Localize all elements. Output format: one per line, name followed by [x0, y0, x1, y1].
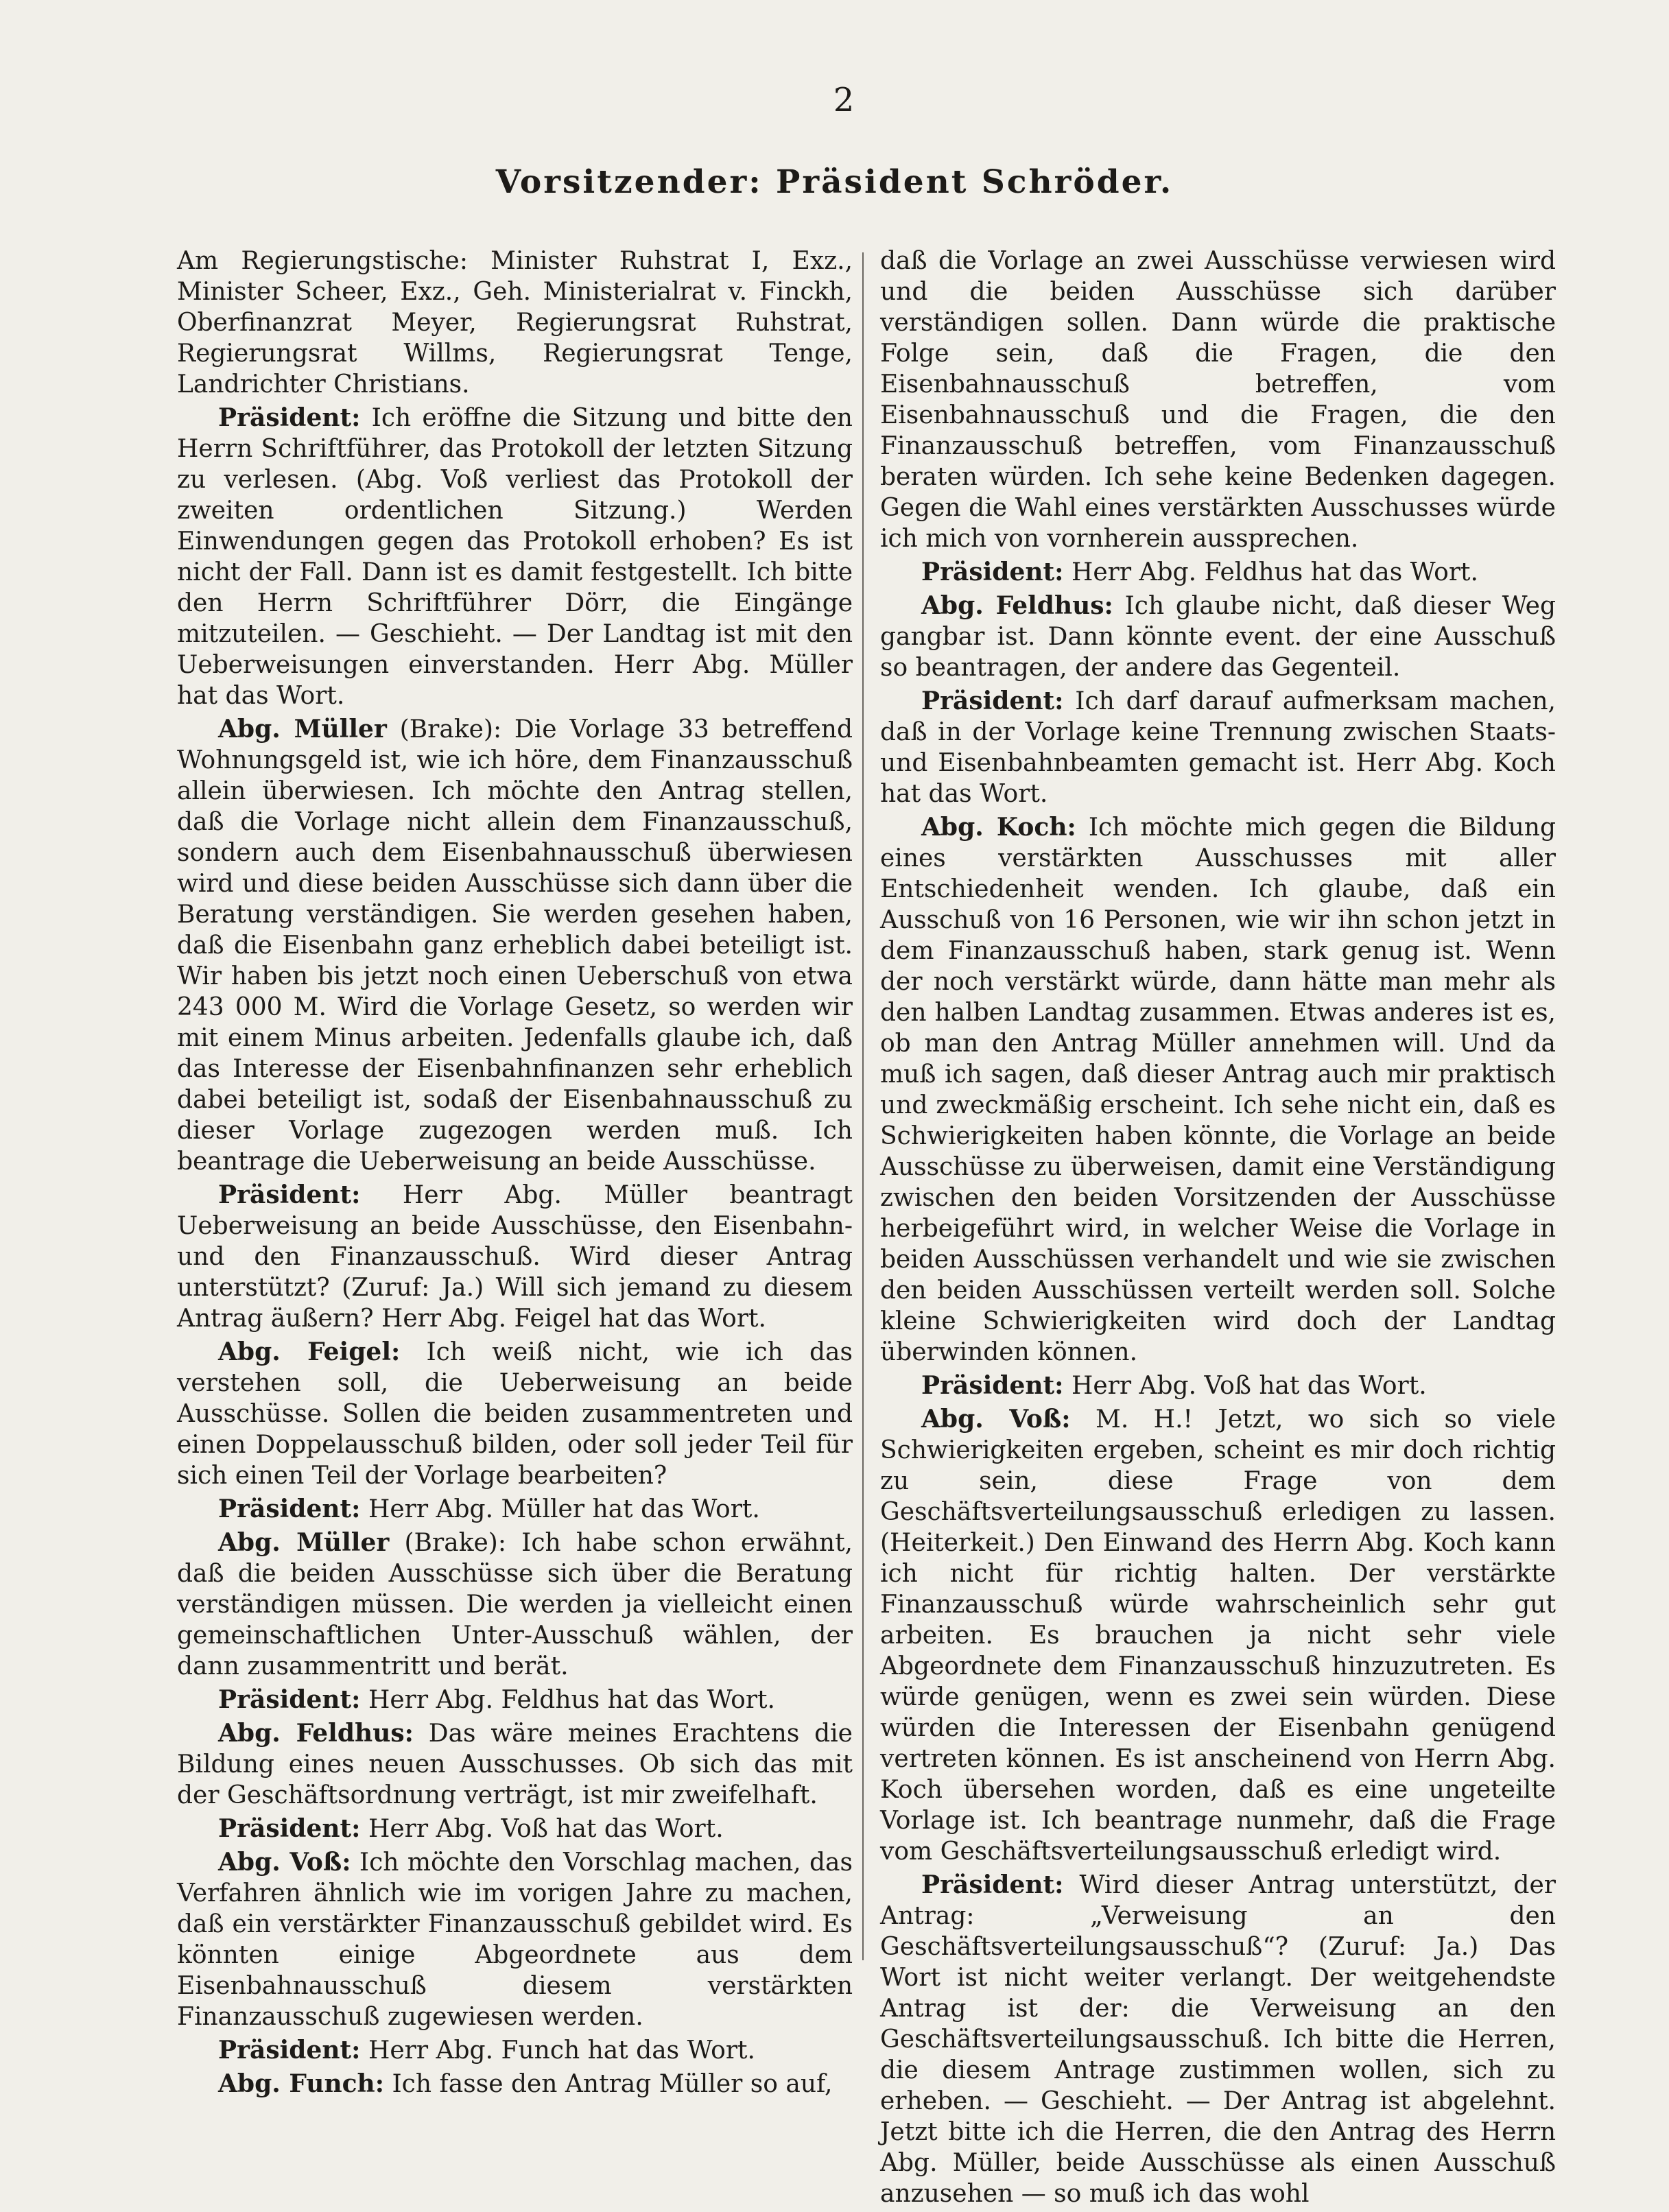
- speaker-label: Präsident:: [218, 403, 361, 432]
- paragraph: [880, 686, 1556, 809]
- paragraph: [177, 1180, 853, 1334]
- paragraph-text: Ich möchte den Vorschlag machen, das Verfahren ähnlich wie im vorigen Jahre zu machen, daß ein verstärkter Finanzausschuß gebildet wird. Es könnten einige Abgeordnete aus dem Eisenbahnausschuß diesem verstärkten Finanzausschuß zugewiesen werden.: [177, 1848, 853, 2031]
- paragraph: [177, 1337, 853, 1491]
- paragraph-text: Herr Abg. Feldhus hat das Wort.: [368, 1686, 775, 1714]
- speaker-label: Präsident:: [921, 558, 1064, 586]
- paragraph: [177, 403, 853, 711]
- paragraph-text: Ich darf darauf aufmerksam machen, daß in der Vorlage keine Trennung zwischen Staats- und Eisenbahnbeamten gemacht ist. Herr Abg. Koch hat das Wort.: [880, 687, 1556, 808]
- paragraph: [880, 812, 1556, 1368]
- paragraph: [177, 246, 853, 400]
- paragraph-text: Herr Abg. Müller beantragt Ueberweisung an beide Ausschüsse, den Eisenbahn- und den Finanzausschuß. Wird dieser Antrag unterstützt? (Zuruf: Ja.) Will sich jemand zu diesem Antrag äußern? Herr Abg. Feigel hat das Wort.: [177, 1181, 853, 1333]
- paragraph-text: Herr Abg. Voß hat das Wort.: [1071, 1372, 1427, 1400]
- paragraph-text: Ich weiß nicht, wie ich das verstehen soll, die Ueberweisung an beide Ausschüsse. Sollen die beiden zusammentreten und einen Doppelausschuß bilden, oder soll jeder Teil für sich einen Teil der Vorlage bearbeiten?: [177, 1338, 853, 1490]
- right-column: [880, 246, 1556, 2212]
- paragraph: [880, 1870, 1556, 2209]
- paragraph: [177, 1718, 853, 1811]
- column-divider: [862, 252, 864, 1960]
- paragraph-text: Herr Abg. Müller hat das Wort.: [368, 1495, 760, 1523]
- speaker-label: Abg. Funch:: [218, 2069, 384, 2098]
- paragraph-text: Herr Abg. Voß hat das Wort.: [368, 1815, 724, 1843]
- chairman-heading: Vorsitzender: Präsident Schröder.: [495, 163, 1174, 201]
- paragraph-text: Ich glaube nicht, daß dieser Weg gangbar ist. Dann könnte event. der eine Ausschuß so beantragen, der andere das Gegenteil.: [880, 592, 1556, 682]
- speaker-label: Präsident:: [218, 1495, 361, 1523]
- speaker-label: Abg. Feldhus:: [921, 591, 1113, 620]
- speaker-label: Abg. Müller: [218, 1528, 390, 1557]
- paragraph: [880, 557, 1556, 588]
- paragraph: [177, 1527, 853, 1682]
- paragraph: [177, 714, 853, 1177]
- speaker-label: Präsident:: [921, 687, 1064, 715]
- speaker-label: Präsident:: [218, 1180, 361, 1209]
- paragraph: [880, 1370, 1556, 1401]
- left-column: [177, 246, 853, 2102]
- paragraph: [880, 246, 1556, 554]
- paragraph: [177, 1494, 853, 1525]
- paragraph-text: Herr Abg. Feldhus hat das Wort.: [1071, 558, 1478, 586]
- paragraph-text: Ich fasse den Antrag Müller so auf,: [392, 2070, 833, 2098]
- speaker-label: Abg. Koch:: [921, 813, 1076, 842]
- paragraph: [177, 1847, 853, 2032]
- paragraph: [177, 2035, 853, 2066]
- paragraph: [880, 591, 1556, 683]
- paragraph: [177, 1685, 853, 1715]
- paragraph-text: Das wäre meines Erachtens die Bildung eines neuen Ausschusses. Ob sich das mit der Geschäftsordnung verträgt, ist mir zweifelhaft.: [177, 1720, 853, 1809]
- speaker-label: Abg. Feldhus:: [218, 1719, 414, 1748]
- paragraph-text: (Brake): Die Vorlage 33 betreffend Wohnungsgeld ist, wie ich höre, dem Finanzausschuß allein überwiesen. Ich möchte den Antrag stellen, daß die Vorlage nicht allein dem Finanzausschuß, sondern auch dem Eisenbahnausschuß überwiesen wird und diese beiden Ausschüsse sich dann über die Beratung verständigen. Sie werden gesehen haben, daß die Eisenbahn ganz erheblich dabei beteiligt ist. Wir haben bis jetzt noch einen Ueberschuß von etwa 243 000 M. Wird die Vorlage Gesetz, so werden wir mit einem Minus arbeiten. Jedenfalls glaube ich, daß das Interesse der Eisenbahnfinanzen sehr erheblich dabei beteiligt ist, sodaß der Eisenbahnausschuß zu dieser Vorlage zugezogen werden muß. Ich beantrage die Ueberweisung an beide Ausschüsse.: [177, 715, 853, 1176]
- paragraph: [880, 1404, 1556, 1867]
- speaker-label: Präsident:: [218, 2036, 361, 2065]
- paragraph-text: Am Regierungstische: Minister Ruhstrat I, Exz., Minister Scheer, Exz., Geh. Ministerialrat v. Finckh, Oberfinanzrat Meyer, Regierungsrat Ruhstrat, Regierungsrat Willms, Regierungsrat Tenge, Landrichter Christians.: [177, 247, 853, 399]
- speaker-label: Präsident:: [218, 1814, 361, 1843]
- speaker-label: Präsident:: [921, 1371, 1064, 1400]
- speaker-label: Präsident:: [218, 1685, 361, 1714]
- paragraph-text: daß die Vorlage an zwei Ausschüsse verwiesen wird und die beiden Ausschüsse sich darüber verständigen sollen. Dann würde die praktische Folge sein, daß die Fragen, die den Eisenbahnausschuß betreffen, vom Eisenbahnausschuß und die Fragen, die den Finanzausschuß betreffen, vom Finanzausschuß beraten würden. Ich sehe keine Bedenken dagegen. Gegen die Wahl eines verstärkten Ausschusses würde ich mich von vornherein aussprechen.: [880, 247, 1556, 553]
- paragraph: [177, 2069, 853, 2100]
- paragraph-text: Ich eröffne die Sitzung und bitte den Herrn Schriftführer, das Protokoll der letzten Sitzung zu verlesen. (Abg. Voß verliest das Protokoll der zweiten ordentlichen Sitzung.) Werden Einwendungen gegen das Protokoll erhoben? Es ist nicht der Fall. Dann ist es damit festgestellt. Ich bitte den Herrn Schriftführer Dörr, die Eingänge mitzuteilen. — Geschieht. — Der Landtag ist mit den Ueberweisungen einverstanden. Herr Abg. Müller hat das Wort.: [177, 404, 853, 710]
- speaker-label: Präsident:: [921, 1870, 1064, 1899]
- speaker-label: Abg. Feigel:: [218, 1337, 401, 1366]
- paragraph-text: M. H.! Jetzt, wo sich so viele Schwierigkeiten ergeben, scheint es mir doch richtig zu sein, diese Frage von dem Geschäftsverteilungsausschuß erledigen zu lassen. (Heiterkeit.) Den Einwand des Herrn Abg. Koch kann ich nicht für richtig halten. Der verstärkte Finanzausschuß würde wahrscheinlich sehr gut arbeiten. Es brauchen ja nicht sehr viele Abgeordnete dem Finanzausschuß hinzuzutreten. Es würde genügen, wenn es zwei sein würden. Diese würden die Interessen der Eisenbahn genügend vertreten können. Es ist anscheinend von Herrn Abg. Koch übersehen worden, daß es eine ungeteilte Vorlage ist. Ich beantrage nunmehr, daß die Frage vom Geschäftsverteilungsausschuß erledigt wird.: [880, 1405, 1556, 1866]
- speaker-label: Abg. Voß:: [921, 1405, 1071, 1434]
- paragraph-text: Herr Abg. Funch hat das Wort.: [368, 2036, 755, 2065]
- paragraph-text: (Brake): Ich habe schon erwähnt, daß die beiden Ausschüsse sich über die Beratung verständigen müssen. Die werden ja vielleicht einen gemeinschaftlichen Unter-Ausschuß wählen, der dann zusammentritt und berät.: [177, 1529, 853, 1680]
- paragraph-text: Wird dieser Antrag unterstützt, der Antrag: „Verweisung an den Geschäftsverteilungsausschuß“? (Zuruf: Ja.) Das Wort ist nicht weiter verlangt. Der weitgehendste Antrag ist der: die Verweisung an den Geschäftsverteilungsausschuß. Ich bitte die Herren, die diesem Antrage zustimmen wollen, sich zu erheben. — Geschieht. — Der Antrag ist abgelehnt. Jetzt bitte ich die Herren, die den Antrag des Herrn Abg. Müller, beide Ausschüsse als einen Ausschuß anzusehen — so muß ich das wohl: [880, 1871, 1556, 2208]
- speaker-label: Abg. Voß:: [218, 1848, 351, 1877]
- paragraph-text: Ich möchte mich gegen die Bildung eines verstärkten Ausschusses mit aller Entschiedenheit wenden. Ich glaube, daß ein Ausschuß von 16 Personen, wie wir ihn schon jetzt in dem Finanzausschuß haben, stark genug ist. Wenn der noch verstärkt würde, dann hätte man mehr als den halben Landtag zusammen. Etwas anderes ist es, ob man den Antrag Müller annehmen will. Und da muß ich sagen, daß dieser Antrag auch mir praktisch und zweckmäßig erscheint. Ich sehe nicht ein, daß es Schwierigkeiten haben könnte, die Vorlage an beide Ausschüsse zu überweisen, damit eine Verständigung zwischen den beiden Vorsitzenden der Ausschüsse herbeigeführt wird, in welcher Weise die Vorlage in beiden Ausschüssen verhandelt und wie sie zwischen den beiden Ausschüssen verteilt werden soll. Solche kleine Schwierigkeiten wird doch der Landtag überwinden können.: [880, 813, 1556, 1366]
- paragraph: [177, 1813, 853, 1844]
- speaker-label: Abg. Müller: [218, 715, 387, 744]
- page-number: 2: [833, 81, 855, 119]
